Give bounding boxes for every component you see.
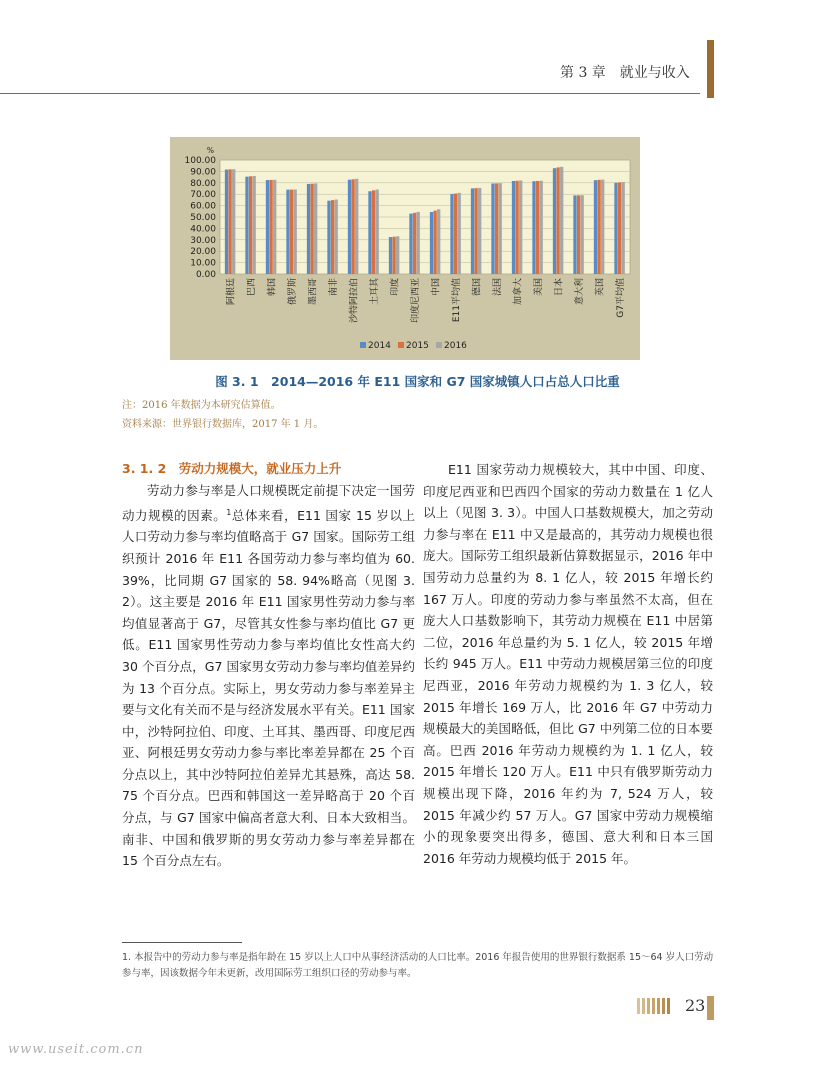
footnote: 1. 本报告中的劳动力参与率是指年龄在 15 岁以上人口中从事经济活动的人口比率。2016 年报告使用的世界银行数据系 15～64 岁人口劳动参与率，因该数据今年未更新，改用国际劳工组织口径的劳动参与率。 [122, 952, 714, 979]
bar [249, 176, 252, 274]
bar [351, 179, 354, 274]
bar [348, 180, 351, 274]
bar [417, 212, 420, 274]
bar [368, 191, 371, 274]
bar [331, 200, 334, 274]
legend-swatch [436, 342, 442, 348]
bar [372, 190, 375, 274]
figure-caption: 图 3. 1 2014—2016 年 E11 国家和 G7 国家城镇人口占总人口比重 [215, 374, 620, 389]
bar [392, 237, 395, 274]
x-tick-label: 加拿大 [513, 278, 524, 306]
bar [618, 182, 621, 274]
x-tick-label: 巴西 [246, 278, 257, 297]
x-tick-label: 印度尼西亚 [410, 278, 421, 324]
bar [581, 195, 584, 274]
y-tick-label: 40.00 [190, 224, 216, 235]
legend-label: 2015 [406, 341, 429, 351]
footnote-marker: 1 [226, 507, 232, 517]
bar [355, 179, 358, 274]
bar [474, 188, 477, 274]
bar [553, 168, 556, 274]
bar [540, 181, 543, 274]
bar [266, 180, 269, 274]
bar [454, 194, 457, 274]
x-tick-label: 英国 [595, 278, 606, 297]
x-tick-label: 德国 [472, 278, 483, 297]
bar [622, 182, 625, 274]
bar [519, 181, 522, 274]
x-tick-label: 墨西哥 [308, 278, 319, 306]
x-tick-label: 日本 [554, 278, 565, 297]
y-tick-label: 60.00 [190, 201, 216, 212]
x-tick-label: 俄罗斯 [287, 278, 298, 306]
chart-frame [170, 137, 640, 360]
bar [389, 237, 392, 274]
bar [614, 183, 617, 274]
x-tick-label: 韩国 [267, 278, 278, 297]
y-tick-label: 80.00 [190, 178, 216, 189]
x-tick-label: 美国 [533, 278, 544, 297]
x-tick-label: G7平均值 [615, 278, 626, 318]
legend-label: 2016 [444, 341, 467, 351]
bar [433, 211, 436, 274]
y-tick-label: 20.00 [190, 247, 216, 258]
bar [273, 180, 276, 274]
right-column [423, 459, 713, 869]
bar [450, 194, 453, 274]
figure-source: 资料来源：世界银行数据库，2017 年 1 月。 [122, 419, 324, 430]
bar [532, 181, 535, 274]
y-tick-label: 90.00 [190, 167, 216, 178]
left-column [122, 480, 415, 872]
bar [499, 183, 502, 274]
bar [560, 167, 563, 274]
left-paragraph [122, 480, 415, 872]
bar [327, 201, 330, 274]
bar [491, 183, 494, 274]
bar [556, 167, 559, 274]
left-paragraph-text-a: 劳动力参与率是人口规模既定前提下决定一国劳动力规模的因素。 [122, 483, 415, 523]
x-tick-label: E11平均值 [451, 278, 462, 323]
bar [253, 176, 256, 274]
bar [495, 183, 498, 274]
legend-swatch [398, 342, 404, 348]
x-tick-label: 土耳其 [369, 278, 380, 306]
bar [314, 183, 317, 274]
bar [478, 188, 481, 274]
x-tick-label: 印度 [390, 278, 401, 297]
page-number-stripes [637, 998, 677, 1014]
header-accent-bar [707, 40, 714, 98]
chapter-header: 第 3 章 就业与收入 [560, 65, 690, 81]
bar [573, 195, 576, 274]
bar [307, 184, 310, 274]
bar [437, 209, 440, 274]
bar [396, 236, 399, 274]
bar [515, 181, 518, 274]
bar [577, 195, 580, 274]
bar [225, 170, 228, 274]
bar [228, 169, 231, 274]
bar [310, 184, 313, 274]
header-rule [0, 93, 700, 94]
x-tick-label: 沙特阿拉伯 [349, 278, 360, 324]
y-tick-label: 100.00 [184, 156, 216, 166]
bar [601, 180, 604, 274]
section-title: 3. 1. 2 劳动力规模大，就业压力上升 [122, 461, 342, 476]
bar [286, 190, 289, 274]
bar [376, 190, 379, 274]
x-tick-label: 意大利 [574, 278, 585, 306]
bar-chart [170, 137, 640, 360]
legend-label: 2014 [368, 341, 391, 351]
page-number: 23 [685, 996, 706, 1015]
bar [597, 180, 600, 274]
bar [512, 181, 515, 274]
x-tick-label: 中国 [431, 278, 442, 297]
bar [458, 193, 461, 274]
bar [471, 188, 474, 274]
bar [290, 190, 293, 274]
bar [594, 180, 597, 274]
x-tick-label: 南非 [328, 278, 339, 297]
bar [335, 200, 338, 274]
x-tick-label: 阿根廷 [226, 278, 237, 306]
bar [430, 212, 433, 274]
bar [269, 180, 272, 274]
watermark: www.useit.com.cn [8, 1042, 144, 1057]
right-paragraph: E11 国家劳动力规模较大，其中中国、印度、印度尼西亚和巴西四个国家的劳动力数量在 1 亿人以上（见图 3. 3）。中国人口基数规模大，加之劳动力参与率在 E11 中又是最高的，其劳动力规模也很庞大。国际劳工组织最新估算数据显示，2016 年中国劳动力总量约为 8. 1 亿人，较 2015 年增长约 167 万人。印度的劳动力参与率虽然不太高，但在庞大人口基数影响下，其劳动力规模在 E11 中居第二位，2016 年总量约为 5. 1 亿人，较 2015 年增长约 945 万人。E11 中劳动力规模居第三位的印度尼西亚，2016 年劳动力规模约为 1. 3 亿人，较 2015 年增长 169 万人，比 2016 年 G7 中劳动力规模最大的美国略低，但比 G7 中列第二位的日本要高。巴西 2016 年劳动力规模约为 1. 1 亿人，较 2015 年增长 120 万人。E11 中只有俄罗斯劳动力规模出现下降，2016 年约为 7, 524 万人，较 2015 年减少约 57 万人。G7 国家中劳动力规模缩小的现象要突出得多，德国、意大利和日本三国 2016 年劳动力规模均低于 2015 年。 [423, 462, 713, 866]
page-number-bar [707, 996, 714, 1020]
figure-note: 注：2016 年数据为本研究估算值。 [122, 400, 281, 411]
y-tick-label: 10.00 [190, 258, 216, 269]
bar [413, 213, 416, 274]
y-tick-label: 70.00 [190, 190, 216, 201]
y-tick-label: 30.00 [190, 235, 216, 246]
bar [409, 214, 412, 274]
y-axis-unit: % [206, 146, 214, 155]
y-tick-label: 0.00 [195, 270, 216, 280]
bar [232, 169, 235, 274]
legend-swatch [360, 342, 366, 348]
left-paragraph-text-b: 总体来看，E11 国家 15 岁以上人口劳动力参与率均值略高于 G7 国家。国际劳工组织预计 2016 年 E11 各国劳动力参与率均值为 60. 39%，比同期 G7 国家的 58. 94%略高（见图 3. 2）。这主要是 2016 年 E11 国家男性劳动力参与率均值显著高于 G7，尽管其女性参与率均值比 G7 更低。E11 国家男性劳动力参与率均值比女性高大约 30 个百分点，G7 国家男女劳动力参与率均值差异约为 13 个百分点。实际上，男女劳动力参与率差异主要与文化有关而不是与经济发展水平有关。E11 国家中，沙特阿拉伯、印度、土耳其、墨西哥、印度尼西亚、阿根廷男女劳动力参与率比率差异都在 25 个百分点以上，其中沙特阿拉伯差异尤其悬殊，高达 58. 75 个百分点。巴西和韩国这一差异略高于 20 个百分点，与 G7 国家中偏高者意大利、日本大致相当。南非、中国和俄罗斯的男女劳动力参与率差异都在 15 个百分点左右。 [122, 507, 415, 869]
bar [245, 177, 248, 274]
x-tick-label: 法国 [492, 278, 503, 297]
y-tick-label: 50.00 [190, 213, 216, 223]
bar [536, 181, 539, 274]
bar [294, 190, 297, 274]
footnote-rule [122, 942, 242, 943]
